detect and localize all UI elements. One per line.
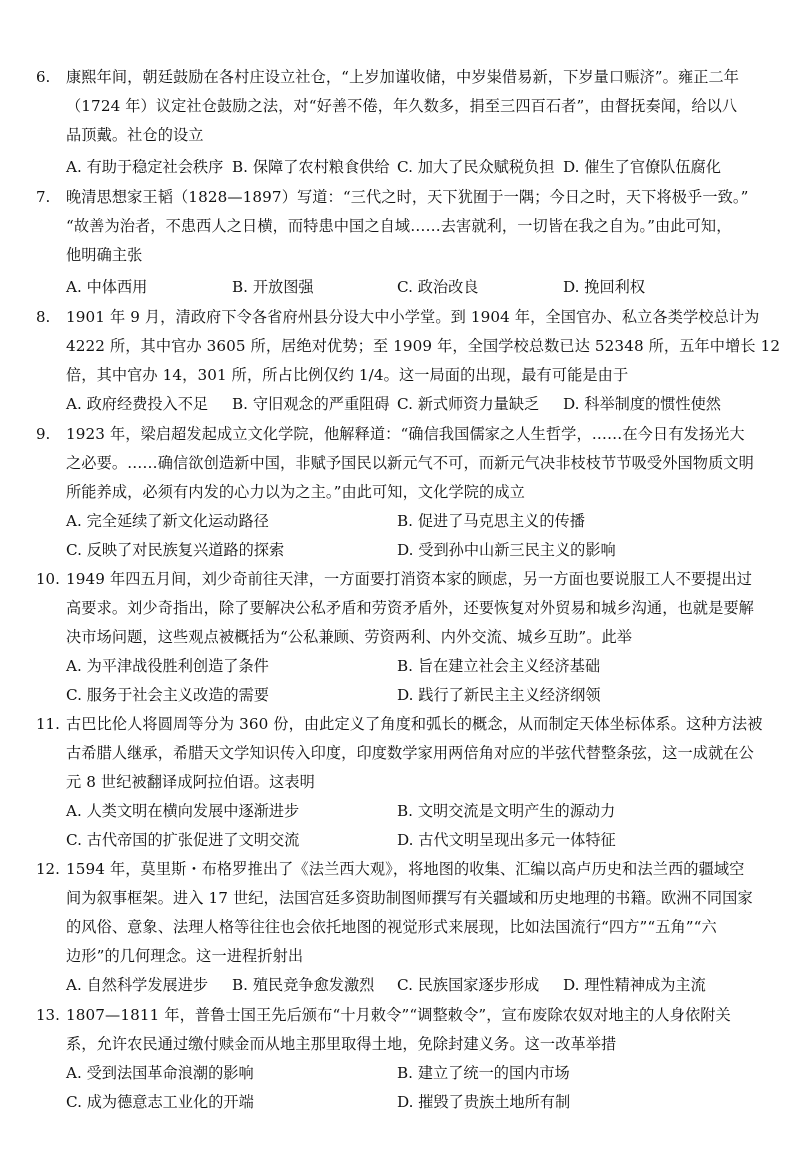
question-number: 12. (36, 860, 60, 878)
stem-line: 高要求。刘少奇指出，除了要解决公私矛盾和劳资矛盾外，还要恢复对外贸易和城乡沟通，也就是要解 (66, 599, 754, 617)
option-b[interactable]: B. 守旧观念的严重阻碍 (232, 395, 390, 413)
option-c[interactable]: C. 民族国家逐步形成 (397, 976, 540, 994)
options (66, 153, 772, 182)
question-stem (66, 855, 772, 971)
options (66, 507, 772, 565)
option-c[interactable]: C. 古代帝国的扩张促进了文明交流 (66, 831, 300, 849)
option-b[interactable]: B. 旨在建立社会主义经济基础 (397, 657, 601, 675)
stem-line: 系，允许农民通过缴付赎金而从地主那里取得土地，免除封建义务。这一改革举措 (66, 1035, 617, 1053)
option-d[interactable]: D. 摧毁了贵族土地所有制 (397, 1093, 571, 1111)
question-stem (66, 1001, 772, 1059)
option-d[interactable]: D. 践行了新民主主义经济纲领 (397, 686, 601, 704)
question-number: 7. (36, 188, 51, 206)
option-b[interactable]: B. 促进了马克思主义的传播 (397, 512, 585, 530)
option-c[interactable]: C. 反映了对民族复兴道路的探索 (66, 541, 285, 559)
stem-line: 元 8 世纪被翻译成阿拉伯语。这表明 (66, 773, 315, 791)
option-d[interactable]: D. 催生了官僚队伍腐化 (563, 158, 721, 176)
question-number: 13. (36, 1006, 60, 1024)
question-number: 6. (36, 68, 51, 86)
question-number: 10. (36, 570, 60, 588)
stem-line: 晚清思想家王韬（1828—1897）写道：“三代之时，天下犹囿于一隅；今日之时，天下将极乎一致。” (66, 188, 749, 206)
option-b[interactable]: B. 保障了农村粮食供给 (232, 158, 390, 176)
stem-line: 之必要。……确信欲创造新中国，非赋予国民以新元气不可，而新元气决非枝枝节节吸受外国物质文明 (66, 454, 754, 472)
stem-line: 1594 年，莫里斯・布格罗推出了《法兰西大观》，将地图的收集、汇编以高卢历史和法兰西的疆域空 (66, 860, 745, 878)
stem-line: 边形”的几何理念。这一进程折射出 (66, 947, 304, 965)
stem-line: 间为叙事框架。进入 17 世纪，法国宫廷多资助制图师撰写有关疆域和历史地理的书籍。欧洲不同国家 (66, 889, 753, 907)
option-d[interactable]: D. 理性精神成为主流 (563, 976, 706, 994)
option-c[interactable]: C. 服务于社会主义改造的需要 (66, 686, 269, 704)
option-c[interactable]: C. 政治改良 (397, 278, 479, 296)
stem-line: 倍，其中官办 14，301 所，所占比例仅约 1/4。这一局面的出现，最有可能是由于 (66, 366, 629, 384)
option-a[interactable]: A. 完全延续了新文化运动路径 (66, 512, 269, 530)
option-c[interactable]: C. 新式师资力量缺乏 (397, 395, 540, 413)
stem-line: 1923 年，梁启超发起成立文化学院，他解释道：“确信我国儒家之人生哲学，……在今日有发扬光大 (66, 425, 745, 443)
stem-line: 古巴比伦人将圆周等分为 360 份，由此定义了角度和弧长的概念，从而制定天体坐标体系。这种方法被 (66, 715, 763, 733)
stem-line: 古希腊人继承，希腊天文学知识传入印度，印度数学家用两倍角对应的半弦代替整条弦，这一成就在公 (66, 744, 754, 762)
question-stem (66, 303, 781, 390)
stem-line: 的风俗、意象、法理人格等往往也会依托地图的视觉形式来展现，比如法国流行“四方”“五角”“六 (66, 918, 717, 936)
option-c[interactable]: C. 加大了民众赋税负担 (397, 158, 555, 176)
question-stem (66, 183, 772, 270)
option-a[interactable]: A. 自然科学发展进步 (66, 976, 209, 994)
question-number: 9. (36, 425, 51, 443)
stem-line: 4222 所，其中官办 3605 所，居绝对优势；至 1909 年，全国学校总数已达 52348 所，五年中增长 12 (66, 337, 781, 355)
option-a[interactable]: A. 为平津战役胜利创造了条件 (66, 657, 269, 675)
option-d[interactable]: D. 古代文明呈现出多元一体特征 (397, 831, 616, 849)
option-d[interactable]: D. 挽回利权 (563, 278, 646, 296)
option-a[interactable]: A. 人类文明在横向发展中逐渐进步 (66, 802, 300, 820)
option-a[interactable]: A. 有助于稳定社会秩序 (66, 158, 224, 176)
option-b[interactable]: B. 建立了统一的国内市场 (397, 1064, 570, 1082)
stem-line: 所能养成，必须有内发的心力以为之主。”由此可知，文化学院的成立 (66, 483, 525, 501)
options (66, 390, 772, 419)
question-stem (66, 420, 772, 507)
stem-line: 1807—1811 年，普鲁士国王先后颁布“十月敕令”“调整敕令”，宣布废除农奴对地主的人身依附关 (66, 1006, 731, 1024)
stem-line: 他明确主张 (66, 246, 143, 264)
option-a[interactable]: A. 政府经费投入不足 (66, 395, 209, 413)
stem-line: “故善为治者，不患西人之日横，而特患中国之自域……去害就利，一切皆在我之自为。”由此可知， (66, 217, 732, 235)
question-stem (66, 63, 772, 150)
stem-line: （1724 年）议定社仓鼓励之法，对“好善不倦，年久数多，捐至三四百石者”，由督抚奏闻，给以八 (66, 97, 738, 115)
option-d[interactable]: D. 受到孙中山新三民主义的影响 (397, 541, 616, 559)
options (66, 797, 772, 855)
stem-line: 1901 年 9 月，清政府下令各省府州县分设大中小学堂。到 1904 年，全国官办、私立各类学校总计为 (66, 308, 760, 326)
option-b[interactable]: B. 开放图强 (232, 278, 314, 296)
question-number: 11. (36, 715, 60, 733)
options (66, 971, 772, 1000)
stem-line: 决市场问题，这些观点被概括为“公私兼顾、劳资两利、内外交流、城乡互助”。此举 (66, 628, 633, 646)
option-a[interactable]: A. 中体西用 (66, 278, 148, 296)
question-stem (66, 565, 772, 652)
question-number: 8. (36, 308, 51, 326)
option-a[interactable]: A. 受到法国革命浪潮的影响 (66, 1064, 254, 1082)
stem-line: 康熙年间，朝廷鼓励在各村庄设立社仓，“上岁加谨收储，中岁粜借易新，下岁量口赈济”。雍正二年 (66, 68, 740, 86)
option-d[interactable]: D. 科举制度的惯性使然 (563, 395, 721, 413)
option-c[interactable]: C. 成为德意志工业化的开端 (66, 1093, 254, 1111)
option-b[interactable]: B. 文明交流是文明产生的源动力 (397, 802, 616, 820)
options (66, 652, 772, 710)
stem-line: 品顶戴。社仓的设立 (66, 126, 204, 144)
option-b[interactable]: B. 殖民竞争愈发激烈 (232, 976, 375, 994)
options (66, 273, 772, 302)
stem-line: 1949 年四五月间，刘少奇前往天津，一方面要打消资本家的顾虑，另一方面也要说服工人不要提出过 (66, 570, 753, 588)
options (66, 1059, 772, 1117)
question-stem (66, 710, 772, 797)
